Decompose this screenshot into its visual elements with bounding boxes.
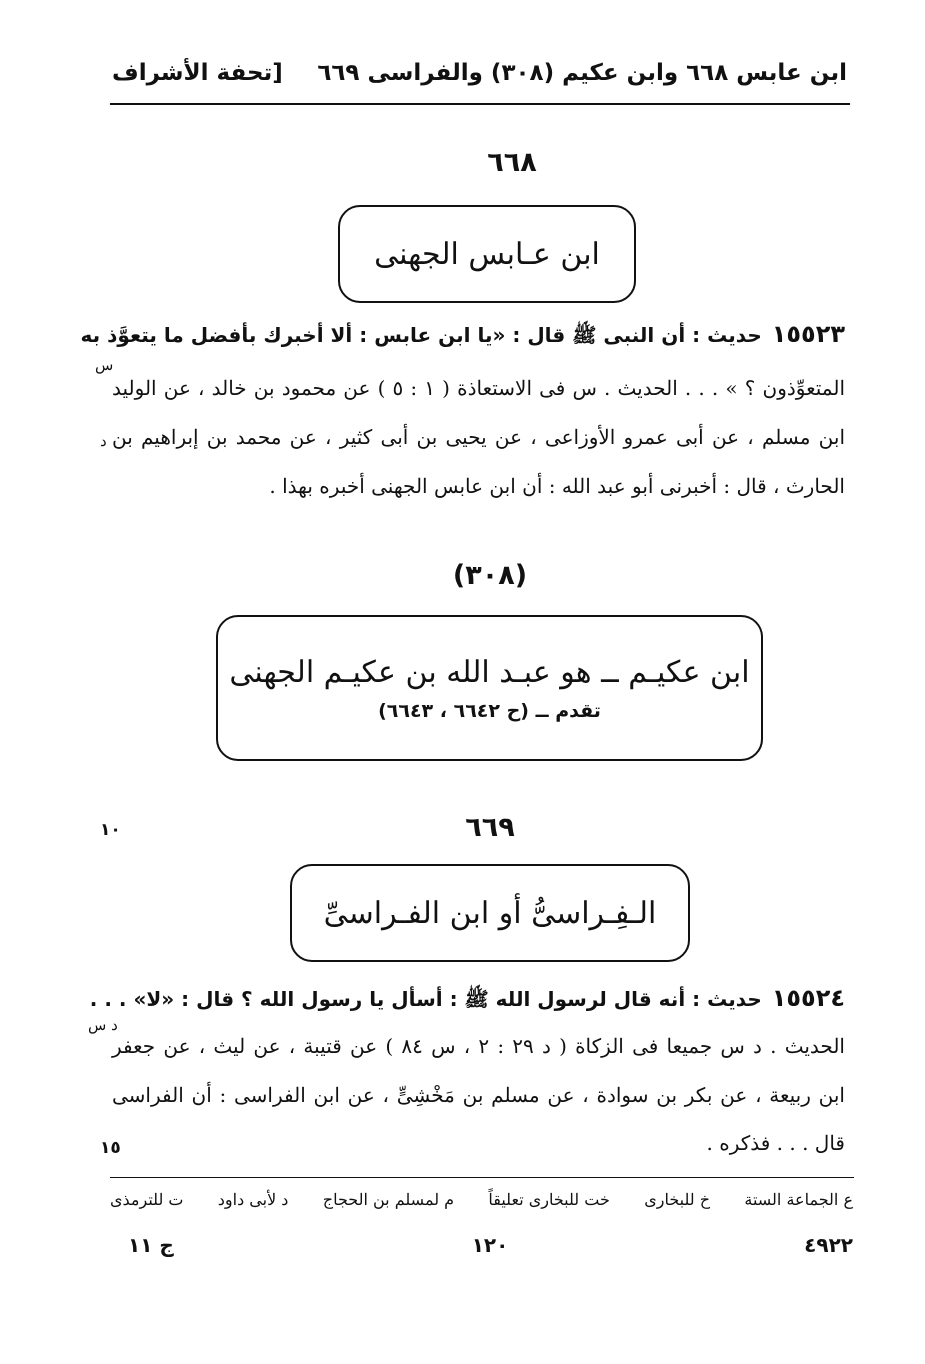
- narrator-name: ابن عكيـم ــ هو عبـد الله بن عكيـم الجهنى: [229, 654, 750, 690]
- section-number: (٣٠٨): [452, 560, 528, 591]
- hadith-line: قال . . . فذكره .: [706, 1131, 845, 1155]
- narrator-name: ابن عـابس الجهنى: [374, 236, 600, 272]
- hadith-line: الحارث ، قال : أخبرنى أبو عبد الله : أن ابن عابس الجهنى أخبره بهذا .: [269, 474, 845, 498]
- running-title: ابن عابس ٦٦٨ وابن عكيم (٣٠٨) والفراسى ٦٦٩: [317, 60, 847, 86]
- sigla-key-item: خ للبخارى: [644, 1190, 711, 1209]
- book-title: [تحفة الأشراف: [112, 60, 283, 86]
- sigla-key-item: ع الجماعة الستة: [744, 1190, 853, 1209]
- hadith-line: ابن مسلم ، عن أبى عمرو الأوزاعى ، عن يحيى بن أبى كثير ، عن محمد بن إبراهيم بن: [112, 425, 845, 449]
- hadith-text: حديث : أنه قال لرسول الله ﷺ : أسأل يا رسول الله ؟ قال : «لا» . . .: [89, 987, 762, 1011]
- folio-number: ٤٩٢٢: [804, 1233, 853, 1257]
- margin-sigla: د س: [88, 1016, 118, 1034]
- margin-line-number: ١٠: [100, 820, 121, 840]
- cross-reference: تقدم ــ (ح ٦٦٤٢ ، ٦٦٤٣): [378, 699, 601, 722]
- header-rule: [110, 103, 850, 105]
- hadith-number: ١٥٥٢٣: [771, 320, 845, 348]
- sigla-key-item: ت للترمذى: [110, 1190, 184, 1209]
- sigla-key-item: د لأبى داود: [217, 1190, 289, 1209]
- page-number: ١٢٠: [471, 1233, 509, 1257]
- margin-line-number: ١٥: [100, 1138, 121, 1158]
- footer-rule: [110, 1177, 854, 1178]
- sigla-key-item: خت للبخارى تعليقاً: [488, 1190, 610, 1209]
- volume-number: ج ١١: [128, 1233, 174, 1257]
- narrator-name-box: [216, 615, 763, 761]
- narrator-name-box: [338, 205, 636, 303]
- hadith-line: [80, 320, 845, 352]
- hadith-text: حديث : أن النبى ﷺ قال : «يا ابن عابس : ألا أخبرك بأفضل ما يتعوَّذ به: [80, 323, 762, 347]
- section-number: ٦٦٩: [465, 812, 515, 843]
- hadith-line: الحديث . د س جميعا فى الزكاة ( د ٢٩ : ٢ ، س ٨٤ ) عن قتيبة ، عن ليث ، عن جعفر: [112, 1034, 845, 1058]
- narrator-name-box: [290, 864, 690, 962]
- hadith-line: المتعوِّذون ؟ » . . . الحديث . س فى الاستعاذة ( ١ : ٥ ) عن محمود بن خالد ، عن الوليد: [112, 376, 846, 400]
- narrator-name: الـفِـراسىُّ أو ابن الفـراسىِّ: [323, 895, 657, 931]
- sigla-key-item: م لمسلم بن الحجاج: [322, 1190, 455, 1209]
- margin-sigla: س: [95, 356, 114, 374]
- sigla-key: [110, 1190, 853, 1209]
- hadith-line: ابن ربيعة ، عن بكر بن سوادة ، عن مسلم بن مَخْشِىٍّ ، عن ابن الفراسى : أن الفراسى: [112, 1083, 845, 1107]
- hadith-line: [89, 984, 845, 1016]
- section-number: ٦٦٨: [487, 147, 537, 178]
- margin-sigla: د: [100, 432, 107, 450]
- hadith-number: ١٥٥٢٤: [771, 984, 845, 1012]
